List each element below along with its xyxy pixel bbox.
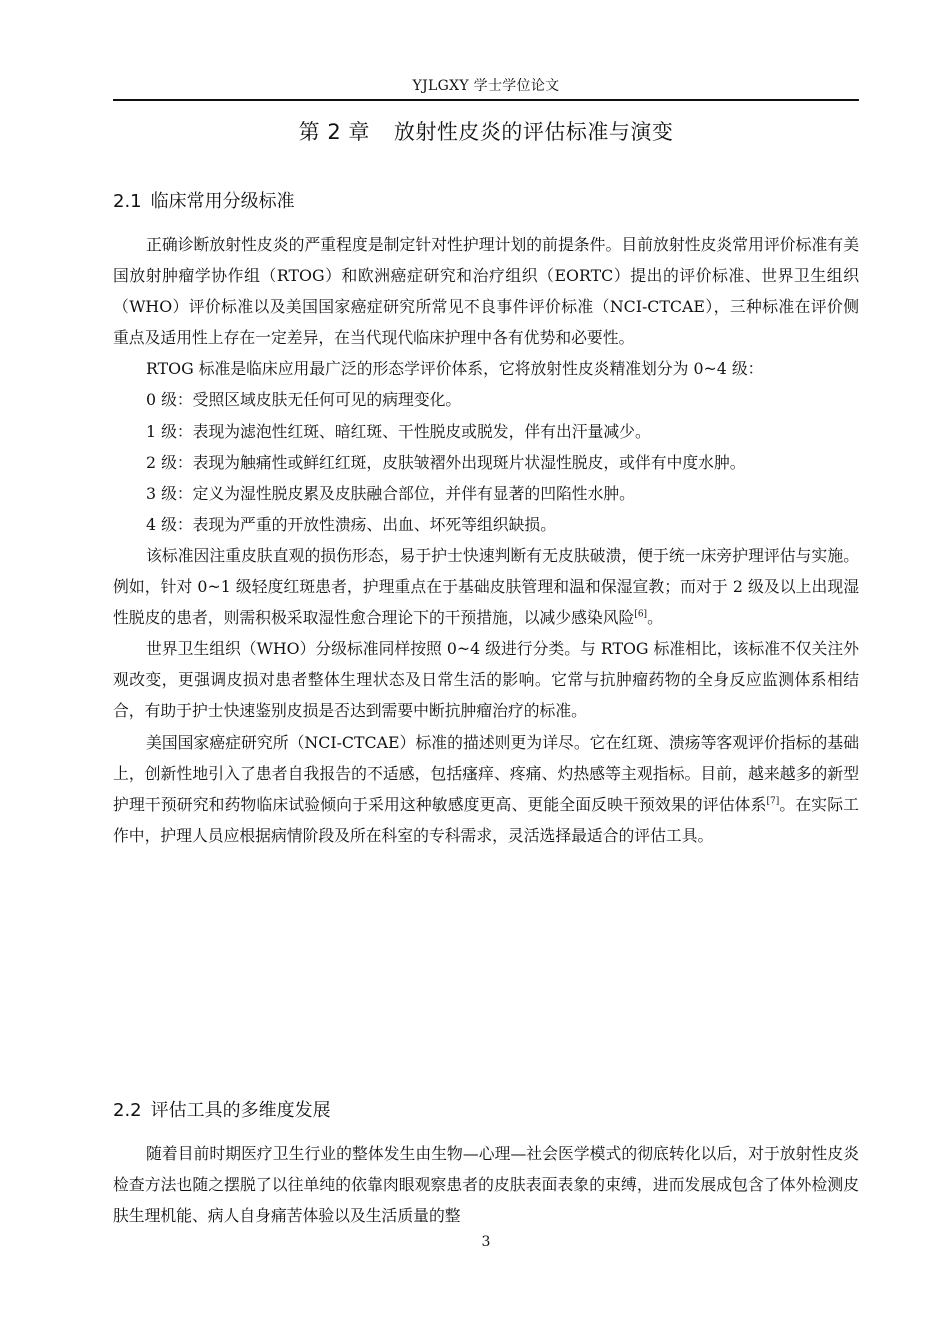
paragraph: 3 级：定义为湿性脱皮累及皮肤融合部位，并伴有显著的凹陷性水肿。	[146, 483, 635, 503]
running-header: YJLGXY 学士学位论文	[412, 78, 560, 94]
section-title: 评估工具的多维度发展	[150, 1100, 331, 1121]
page-number: 3	[481, 1234, 491, 1250]
chapter-title	[113, 116, 859, 148]
section-number: 2.2	[113, 1100, 142, 1121]
paragraph: 0 级：受照区域皮肤无任何可见的病理变化。	[146, 390, 462, 410]
citation-ref: [6]	[634, 609, 648, 620]
header-rule	[113, 99, 859, 101]
paragraph: 2 级：表现为触痛性或鲜红红斑，皮肤皱褶外出现斑片状湿性脱皮，或伴有中度水肿。	[146, 452, 746, 472]
paragraph: 该标准因注重皮肤直观的损伤形态，易于护士快速判断有无皮肤破溃，便于统一床旁护理评估与实施。例如，针对 0~1 级轻度红斑患者，护理重点在于基础皮肤管理和温和保湿宣教；而对于 2 级及以上出现湿性脱皮的患者，则需积极采取湿性愈合理论下的干预措施，以减少感染风险[6]。	[113, 545, 859, 628]
paragraph: RTOG 标准是临床应用最广泛的形态学评价体系，它将放射性皮炎精准划分为 0~4 级：	[146, 359, 764, 379]
section-title: 临床常用分级标准	[150, 191, 295, 212]
paragraph: 1 级：表现为滤泡性红斑、暗红斑、干性脱皮或脱发，伴有出汗量减少。	[146, 421, 651, 441]
paragraph: 4 级：表现为严重的开放性溃疡、出血、坏死等组织缺损。	[146, 514, 556, 534]
section-body-2-2	[113, 1138, 859, 1231]
paragraph: 正确诊断放射性皮炎的严重程度是制定针对性护理计划的前提条件。目前放射性皮炎常用评价标准有美国放射肿瘤学协作组（RTOG）和欧洲癌症研究和治疗组织（EORTC）提出的评价标准、世界卫生组织（WHO）评价标准以及美国国家癌症研究所常见不良事件评价标准（NCI-CTCAE），三种标准在评价侧重点及适用性上存在一定差异，在当代现代临床护理中各有优势和必要性。	[113, 235, 859, 348]
paragraph: 美国国家癌症研究所（NCI-CTCAE）标准的描述则更为详尽。它在红斑、溃疡等客观评价指标的基础上，创新性地引入了患者自我报告的不适感，包括瘙痒、疼痛、灼热感等主观指标。目前，越来越多的新型护理干预研究和药物临床试验倾向于采用这种敏感度更高、更能全面反映干预效果的评估体系[7]。在实际工作中，护理人员应根据病情阶段及所在科室的专科需求，灵活选择最适合的评估工具。	[113, 732, 859, 845]
section-number: 2.1	[113, 191, 142, 212]
chapter-number: 第 2 章	[298, 120, 370, 144]
paragraph: 世界卫生组织（WHO）分级标准同样按照 0~4 级进行分类。与 RTOG 标准相比，该标准不仅关注外观改变，更强调皮损对患者整体生理状态及日常生活的影响。它常与抗肿瘤药物的全身反应监测体系相结合，有助于护士快速鉴别皮损是否达到需要中断抗肿瘤治疗的标准。	[113, 639, 859, 721]
citation-ref: [7]	[766, 796, 780, 807]
section-heading-2-2	[113, 1098, 859, 1124]
paragraph: 随着目前时期医疗卫生行业的整体发生由生物—心理—社会医学模式的彻底转化以后，对于放射性皮炎检查方法也随之摆脱了以往单纯的依靠肉眼观察患者的皮肤表面表象的束缚，进而发展成包含了体外检测皮肤生理机能、病人自身痛苦体验以及生活质量的整	[113, 1144, 859, 1226]
section-heading-2-1	[113, 189, 859, 215]
section-body-2-1	[113, 229, 859, 851]
chapter-title-text: 放射性皮炎的评估标准与演变	[393, 120, 674, 144]
